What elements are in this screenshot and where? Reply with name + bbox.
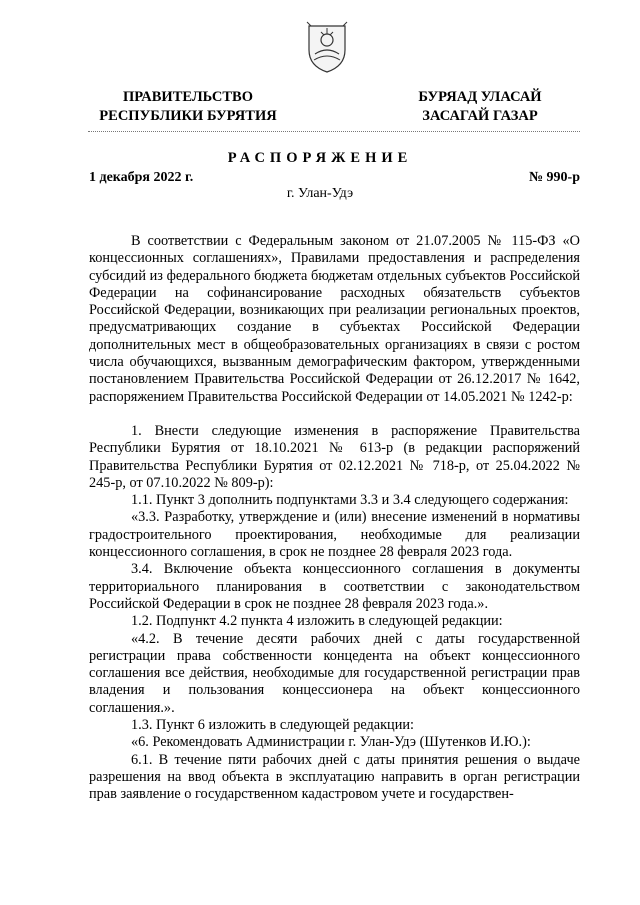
paragraph-item-3-4: 3.4. Включение объекта концессионного соглашения в документы территориального планирования в соответствии с законодательством Российской Федерации в срок не позднее 28 февраля 2023 года.».: [89, 561, 580, 612]
document-number: № 990-р: [528, 170, 580, 185]
document-city: г. Улан-Удэ: [286, 186, 354, 201]
paragraph-item-1-2: 1.2. Подпункт 4.2 пункта 4 изложить в следующей редакции:: [131, 613, 503, 630]
header-left-line1: ПРАВИТЕЛЬСТВО: [123, 89, 253, 105]
document-title: РАСПОРЯЖЕНИЕ: [227, 150, 413, 166]
coat-of-arms-icon: [305, 20, 349, 74]
government-name-buryat: [380, 88, 580, 126]
paragraph-item-6-1: 6.1. В течение пяти рабочих дней с даты принятия решения о выдаче разрешения на ввод объекта в эксплуатацию направить в орган регистрации прав заявление о государственном кадастровом учете и государствен-: [89, 751, 580, 803]
paragraph-item-6: «6. Рекомендовать Администрации г. Улан-Удэ (Шутенков И.Ю.):: [131, 734, 531, 751]
document-body: [89, 233, 580, 804]
paragraph-item-1: 1. Внести следующие изменения в распоряжение Правительства Республики Бурятия от 18.10.2021 № 613-р (в редакции распоряжений Правительства Республики Бурятия от 02.12.2021 № 718-р, от 25.04.2022 № 245-р, от 07.10.2022 № 809-р):: [89, 422, 580, 491]
paragraph-item-4-2: «4.2. В течение десяти рабочих дней с даты государственной регистрации права собственности концедента на объект концессионного соглашения все действия, необходимые для государственной регистрации прав владения и пользования концессионера на объект концессионного соглашения.».: [89, 630, 580, 716]
header-right-line2: ЗАСАГАЙ ГАЗАР: [422, 108, 538, 124]
header-divider: [88, 131, 580, 132]
paragraph-item-1-1: 1.1. Пункт 3 дополнить подпунктами 3.3 и 3.4 следующего содержания:: [131, 492, 569, 509]
document-date: 1 декабря 2022 г.: [89, 170, 194, 185]
header-right-line1: БУРЯАД УЛАСАЙ: [418, 89, 542, 105]
paragraph-item-3-3: «3.3. Разработку, утверждение и (или) внесение изменений в нормативы градостроительного проектирования, необходимые для реализации концессионного соглашения, в срок не позднее 28 февраля 2023 года.: [89, 509, 580, 561]
header-left-line2: РЕСПУБЛИКИ БУРЯТИЯ: [99, 108, 277, 124]
government-name-russian: [88, 88, 288, 126]
paragraph-item-1-3: 1.3. Пункт 6 изложить в следующей редакции:: [131, 717, 414, 734]
paragraph-preamble: В соответствии с Федеральным законом от 21.07.2005 № 115-ФЗ «О концессионных соглашениях», Правилами предоставления и распределения субсидий из федерального бюджета бюджетам отдельных субъектов Российской Федерации на софинансирование расходных обязательств субъектов Российской Федерации, возникающих при реализации региональных проектов, предусматривающих создание в субъектах Российской Федерации дополнительных мест в общеобразовательных организациях в связи с ростом числа обучающихся, вызванным демографическим фактором, утвержденными постановлением Правительства Российской Федерации от 26.12.2017 № 1642, распоряжением Правительства Российской Федерации от 14.05.2021 № 1242-р:: [89, 233, 580, 405]
